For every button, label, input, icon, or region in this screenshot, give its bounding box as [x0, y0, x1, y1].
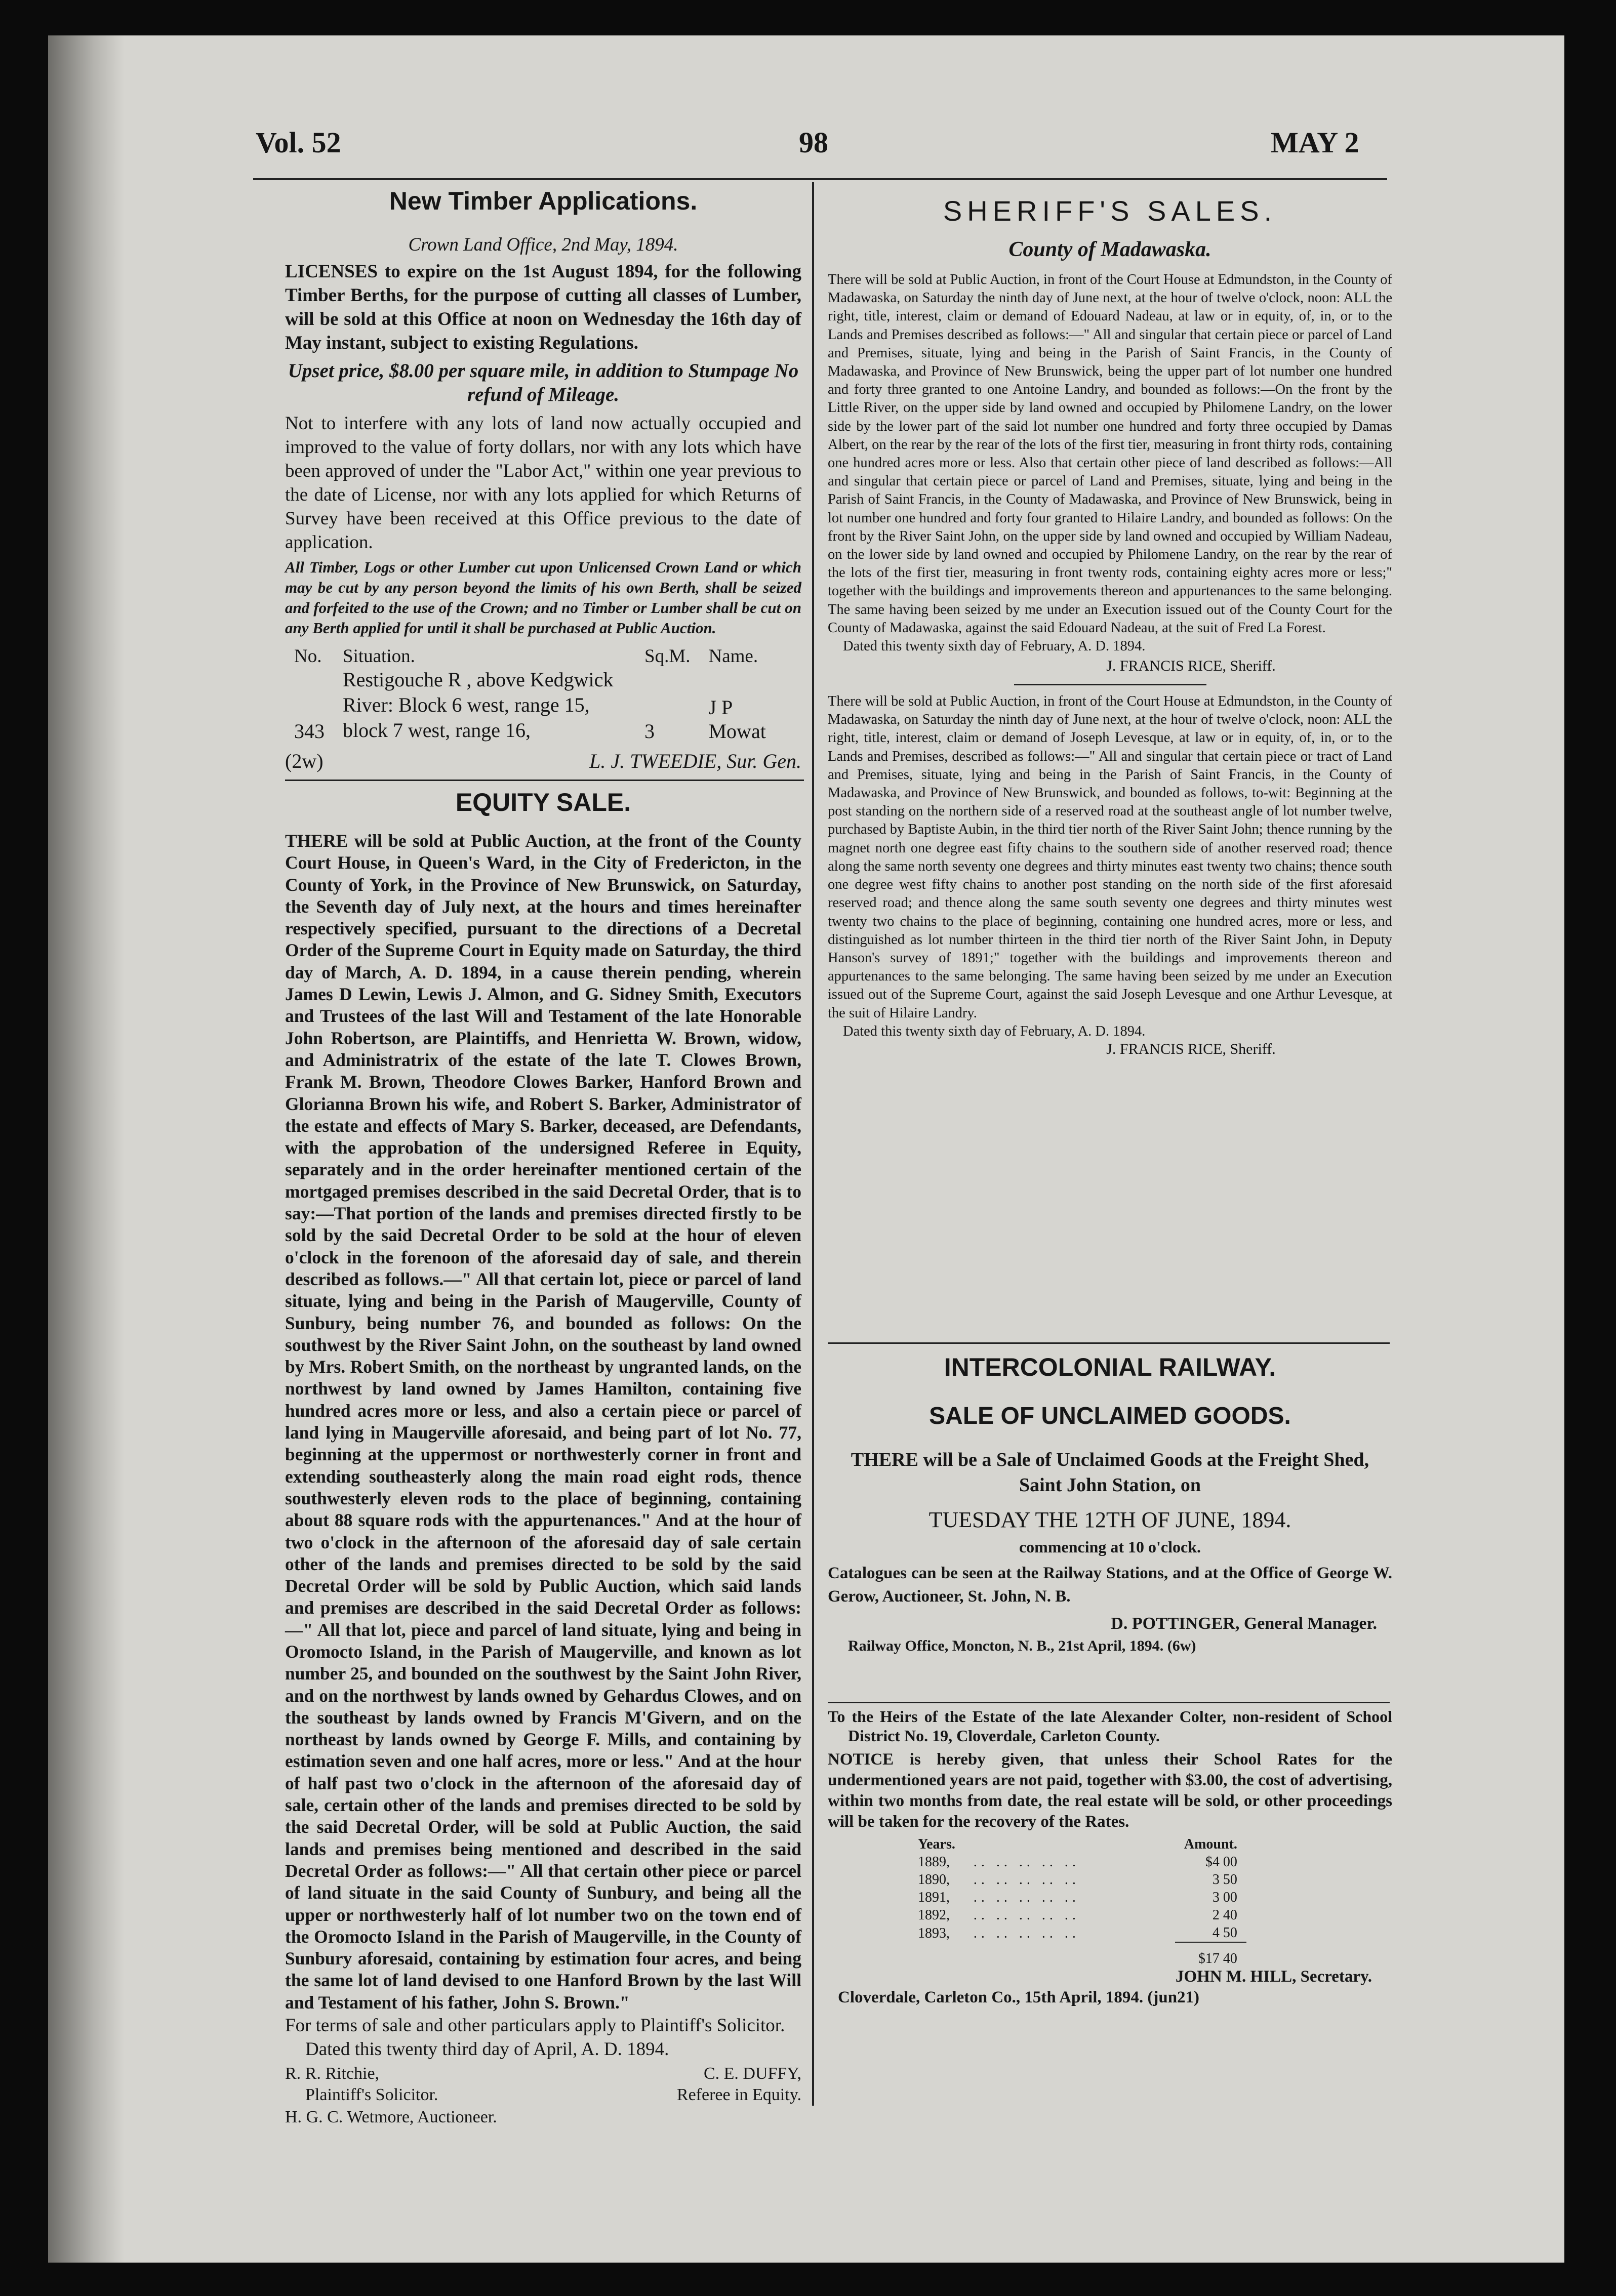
col-amount: Amount. — [1184, 1836, 1237, 1852]
page-spine-shadow — [48, 35, 124, 2263]
equity-body: THERE will be sold at Public Auction, at the front of the County Court House, in Queen's Ward, in the City of Fredericton, in the County of York, in the Province of New Brunswick, on Saturday, the Seventh day of July next, at the hours and times hereinafter respectively specified, pursuant to the directions of a Decretal Order of the Supreme Court in Equity made on Saturday, the third day of March, A. D. 1894, in a cause therein pending, wherein James D Lewin, Lewis J. Almon, and G. Sidney Smith, Executors and Trustees of the last Will and Testament of the late Honorable John Robertson, are Plaintiffs, and Henrietta W. Brown, widow, and Administratrix of the estate of the late T. Clowes Brown, Frank M. Brown, Theodore Clowes Barker, Hanford Brown and Glorianna Brown his wife, and Robert S. Barker, Administrator of the estate and effects of Mary S. Barker, deceased, are Defendants, with the approbation of the undersigned Referee in Equity, separately and in the order hereinafter mentioned certain of the mortgaged premises described in the said Decretal Order, that is to say:—That portion of the lands and premises directed firstly to be sold by the said Decretal Order to be sold at the hour of eleven o'clock in the forenoon of the aforesaid day of sale, and therein described as follows.—" All that certain lot, piece or parcel of land situate, lying and being in the Parish of Maugerville, County of Sunbury, being number 76, and bounded as follows: On the southwest by the River Saint John, on the southeast by land owned by Mrs. Robert Smith, on the northeast by ungranted lands, on the northwest by land owned by James Hamilton, containing five hundred acres more or less, and also a certain piece or parcel of land lying in Maugerville aforesaid, and being part of lot No. 77, beginning at the uppermost or northwesterly corner in front and extending southeasterly along the main road eight rods, thence southwesterly eleven rods to the place of beginning, containing about 88 square rods with the appurtenances." And at the hour of two o'clock in the afternoon of the aforesaid day of sale certain other of the lands and premises directed to be sold by the said Decretal Order will be sold by Public Auction, which said lands and premises are described in the said Decretal Order as follows:—" All that lot, piece and parcel of land situate, lying and being in Oromocto Island, in the Parish of Maugerville, and known as lot number 25, and bounded on the southwest by the Saint John River, and on the northwest by lands owned by Gehardus Clowes, and on the southeast by lands owned by Francis M'Givern, and on the northeast by lands owned by George F. Mills, and containing by estimation seven and one half acres, more or less." And at the hour of half past two o'clock in the afternoon of the aforesaid day of sale, certain other of the lands and premises directed to be sold by the said Decretal Order, will be sold at Public Auction, the said lands and premises being mentioned and described in the said Decretal Order as follows:—" All that certain other piece or parcel of land situate in the said County of Sunbury, and being all the upper or northwesterly half of lot number two on the town end of the Oromocto Island in the Parish of Maugerville, in the County of Sunbury aforesaid, containing by estimation four acres, and being the same lot of land devised to one Hanford Brown by the last Will and Testament of his father, John S. Brown." — [285, 831, 801, 2013]
sheriff-county: County of Madawaska. — [1008, 238, 1211, 261]
column-divider — [812, 182, 814, 2106]
berth-name: J P Mowat — [708, 696, 766, 743]
col-sqm: Sq.M. — [644, 646, 691, 667]
short-rule — [1014, 684, 1206, 685]
col-no: No. — [294, 646, 322, 667]
solicitor-role: Plaintiff's Solicitor. — [305, 2085, 438, 2105]
timber-note: Not to interfere with any lots of land now actually occupied and improved to the value of forty dollars, nor with any lots which have been approved of under the "Labor Act," within one year previous to the date of License, nor with any lots applied for which Returns of Survey have been received at this Office previous to the date of application. — [285, 413, 801, 553]
table-row: 1892, .. .. .. .. .. 2 40 — [918, 1907, 1237, 1923]
school-heading: To the Heirs of the Estate of the late Alexander Colter, non-resident of School District No. 19, Cloverdale, Carleton County. — [828, 1707, 1392, 1745]
timber-applications-notice — [285, 186, 801, 773]
railway-sale-notice — [828, 1352, 1392, 1655]
school-notice: NOTICE is hereby given, that unless their School Rates for the undermentioned years are not paid, together with $3.00, the cost of advertising, within two months from date, the real estate will be sold, or other proceedings will be taken for the recovery of the Rates. — [828, 1750, 1392, 1831]
railway-sale-date: TUESDAY THE 12TH OF JUNE, 1894. — [928, 1507, 1291, 1532]
solicitor-name: R. R. Ritchie, — [285, 2064, 380, 2083]
school-dated: Cloverdale, Carleton Co., 15th April, 1894. (jun21) — [838, 1988, 1200, 2006]
equity-dated: Dated this twenty third day of April, A. D. 1894. — [305, 2039, 669, 2060]
table-row: 1891, .. .. .. .. .. 3 00 — [918, 1890, 1237, 1905]
school-rates-notice — [828, 1707, 1392, 2007]
surveyor-signature: L. J. TWEEDIE, Sur. Gen. — [589, 750, 801, 772]
section-rule — [285, 780, 804, 781]
sheriff-sale-2-dated: Dated this twenty sixth day of February, A. D. 1894. — [843, 1023, 1146, 1039]
railway-catalogue: Catalogues can be seen at the Railway Stations, and at the Office of George W. Gerow, Auctioneer, St. John, N. B. — [828, 1564, 1392, 1606]
timber-dateline: Crown Land Office, 2nd May, 1894. — [408, 234, 678, 255]
timber-upset-price: Upset price, $8.00 per square mile, in addition to Stumpage No refund of Mileage. — [288, 360, 799, 405]
auctioneer: H. G. C. Wetmore, Auctioneer. — [285, 2108, 497, 2127]
col-years: Years. — [918, 1836, 955, 1852]
rates-table — [909, 1835, 1246, 1967]
table-row: 1890, .. .. .. .. .. 3 50 — [918, 1872, 1237, 1888]
timber-title: New Timber Applications. — [389, 187, 698, 215]
page-number: 98 — [799, 126, 828, 159]
sheriff-sale-1-dated: Dated this twenty sixth day of February, A. D. 1894. — [843, 638, 1146, 654]
header-rule — [253, 178, 1387, 180]
insertion-note: (2w) — [285, 750, 324, 772]
referee-role: Referee in Equity. — [676, 2085, 801, 2105]
timber-table — [285, 645, 801, 743]
referee-name: C. E. DUFFY, — [703, 2064, 801, 2083]
railway-office: Railway Office, Moncton, N. B., 21st April, 1894. (6w) — [848, 1637, 1196, 1654]
berth-situation: Restigouche R , above Kedgwick River: Block 6 west, range 15, block 7 west, range 16, — [343, 668, 614, 742]
table-row: 1893, .. .. .. .. .. 4 50 — [918, 1925, 1237, 1941]
volume-number: Vol. 52 — [256, 126, 341, 159]
section-rule — [828, 1702, 1390, 1703]
timber-warning: All Timber, Logs or other Lumber cut upon Unlicensed Crown Land or which may be cut by any person beyond the limits of his own Berth, shall be seized and forfeited to the use of the Crown; and no Timber or Lumber shall be cut on any Berth applied for until it shall be purchased at Public Auction. — [285, 558, 801, 637]
table-row: 1889, .. .. .. .. .. $4 00 — [918, 1854, 1237, 1870]
berth-number: 343 — [294, 720, 325, 743]
railway-manager: D. POTTINGER, General Manager. — [1111, 1614, 1377, 1633]
sheriff-sale-2: There will be sold at Public Auction, in front of the Court House at Edmundston, in the County of Madawaska, on Saturday the ninth day of June next, at the hour of twelve o'clock, noon: ALL the right, title, interest, claim or demand of Joseph Levesque, at law or in equity, of, in, or to the Lands and Premises, described as follows:—" All and singular that certain piece or tract of Land and Premises, situate, lying and being in the Parish of Saint Francis, in the County of Madawaska, and Province of New Brunswick, and bounded as follows, to-wit: Beginning at the post standing on the northern side of a reserved road at the southeast angle of lot number twelve, purchased by Baptiste Aubin, in the third tier north of the River Saint John; thence running by the magnet north one degree east fifty chains to the southern side of another reserved road; thence along the same north seventy one degrees and thirty minutes east twenty two chains; thence south one degree west fifty chains to another post standing on the north side of the first aforesaid reserved road; and thence along the same south seventy one degrees and thirty minutes west twenty two chains to the place of beginning, containing one hundred acres, more or less, and distinguished as lot number thirteen in the third tier north of the River Saint John, in Deputy Hanson's survey of 1891;" together with the buildings and improvements thereon and appurtenances to the same belonging. The same having been seized by me under an Execution issued out of the Supreme Court, against the said Joseph Levesque and one Arthur Levesque, at the suit of Hilaire Landry. — [828, 693, 1392, 1021]
railway-sale-time: commencing at 10 o'clock. — [1019, 1538, 1201, 1556]
timber-body: LICENSES to expire on the 1st August 1894, for the following Timber Berths, for the purpose of cutting all classes of Lumber, will be sold at this Office at noon on Wednesday the 16th day of May instant, subject to existing Regulations. — [285, 261, 801, 353]
railway-line-1: THERE will be a Sale of Unclaimed Goods at the Freight Shed, Saint John Station, on — [851, 1449, 1369, 1496]
rates-total: $17 40 — [1175, 1942, 1246, 1967]
berth-sqm: 3 — [644, 720, 655, 743]
sheriffs-sales-notice — [828, 194, 1392, 1058]
school-secretary: JOHN M. HILL, Secretary. — [1175, 1967, 1372, 1986]
sheriff-title: SHERIFF'S SALES. — [943, 195, 1277, 227]
equity-terms: For terms of sale and other particulars apply to Plaintiff's Solicitor. — [285, 2015, 785, 2036]
col-situation: Situation. — [343, 646, 415, 667]
equity-title: EQUITY SALE. — [455, 788, 631, 816]
railway-title: INTERCOLONIAL RAILWAY. — [944, 1353, 1276, 1381]
sheriff-sale-1: There will be sold at Public Auction, in front of the Court House at Edmundston, in the County of Madawaska, on Saturday the ninth day of June next, at the hour of twelve o'clock, noon: ALL the right, title, interest, claim or demand of Edouard Nadeau, at law or in equity, of, in, or to the Lands and Premises described as follows:—" All and singular that certain piece or parcel of Land and Premises, situate, lying and being in the Parish of Saint Francis, in the County of Madawaska, and Province of New Brunswick, being the upper part of lot number one hundred and forty three granted to one Antoine Landry, and bounded as follows:—On the front by the Little River, on the upper side by land owned and occupied by Philomene Landry, on the lower side by the lower part of the said lot number one hundred and forty three occupied by Damas Albert, on the rear by the rear of the lots of the first tier, measuring in front thirty rods, containing one hundred acres more or less. Also that certain other piece of land described as follows:—All and singular that certain piece or parcel of Land and Premises, situate, lying and being in the Parish of Saint Francis, in the County of Madawaska, and Province of New Brunswick, being in lot number one hundred and forty four granted to Hilaire Landry, and bounded as follows: On the front by the River Saint John, on the upper side by land owned and occupied by William Nadeau, on the lower side by land owned and occupied by Philomene Landry, on the rear by the rear of the lots of the first tier, measuring in front twenty rods, containing eighty acres more or less;" together with the buildings and improvements thereon and appurtenances to the same belonging. The same having been seized by me under an Execution issued out of the County Court for the County of Madawaska, against the said Edouard Nadeau, at the suit of Fred La Forest. — [828, 272, 1392, 636]
equity-sale-notice — [285, 788, 801, 2127]
col-name: Name. — [708, 646, 758, 667]
railway-subtitle: SALE OF UNCLAIMED GOODS. — [929, 1403, 1291, 1429]
issue-date: MAY 2 — [1271, 126, 1359, 159]
section-rule — [828, 1342, 1390, 1344]
sheriff-signature-2: J. FRANCIS RICE, Sheriff. — [1106, 1040, 1276, 1057]
sheriff-signature-1: J. FRANCIS RICE, Sheriff. — [1106, 658, 1276, 675]
